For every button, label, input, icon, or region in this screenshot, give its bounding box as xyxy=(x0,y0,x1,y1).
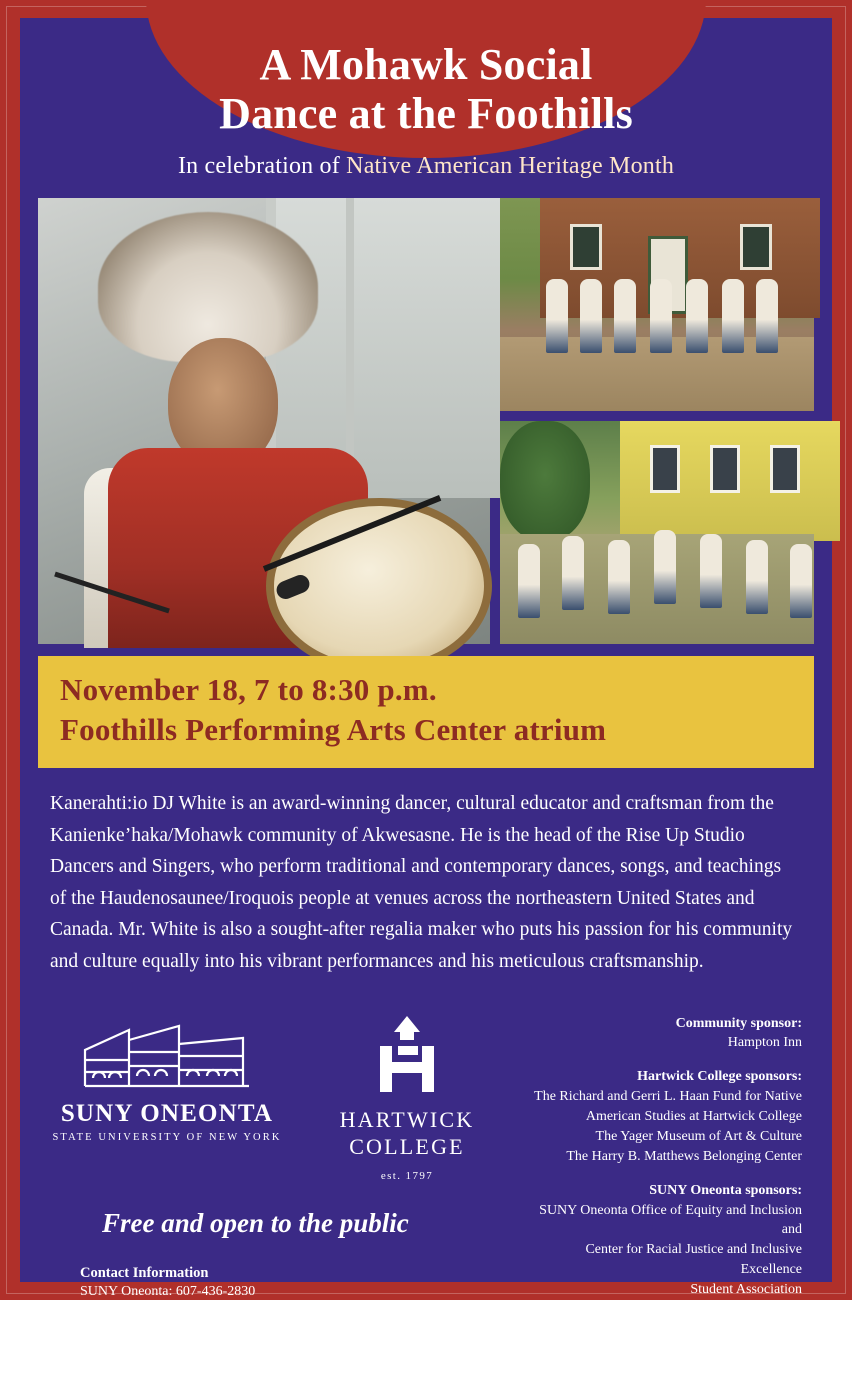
contact-info xyxy=(52,1265,522,1323)
suny-oneonta-logo xyxy=(52,1016,282,1143)
logo-row xyxy=(52,992,522,1182)
poster-inner xyxy=(20,18,832,1397)
hartwick-logo-est: est. 1797 xyxy=(380,1169,434,1182)
hartwick-sponsor-item: American Studies at Hartwick College xyxy=(585,1109,802,1125)
suny-logo-name: SUNY ONEONTA xyxy=(60,1099,274,1127)
suny-sponsor-item: Center for Racial Justice and Inclusive Excellence xyxy=(585,1242,802,1278)
photo-decor-window xyxy=(650,445,680,493)
suny-logo-tagline: STATE UNIVERSITY OF NEW YORK xyxy=(52,1131,282,1143)
photo-decor-person xyxy=(790,544,812,618)
hartwick-monogram-icon xyxy=(370,1016,444,1096)
hartwick-sponsor-item: The Richard and Gerri L. Haan Fund for Native xyxy=(534,1089,802,1105)
sponsors-list xyxy=(522,992,814,1397)
free-admission-note: Free and open to the public xyxy=(102,1207,409,1238)
suny-sponsor-item: Anthropology Department xyxy=(653,1361,802,1377)
photo-decor-person xyxy=(546,279,568,353)
hartwick-college-logo xyxy=(322,1016,492,1182)
photo-decor-person xyxy=(746,540,768,614)
photo-decor-window-left xyxy=(570,224,602,270)
subtitle-accent: Native American Heritage Month xyxy=(346,152,675,179)
suny-sponsor-item: Student Affairs & xyxy=(702,1301,802,1317)
suny-building-icon xyxy=(67,1016,267,1090)
title-line-2: Dance at the Foothills xyxy=(219,89,633,139)
photo-decor-tree xyxy=(500,421,590,541)
page-title xyxy=(50,40,802,139)
suny-sponsor-heading: SUNY Oneonta sponsors: xyxy=(649,1182,802,1198)
photo-drummer xyxy=(38,198,490,644)
community-sponsor-item: Hampton Inn xyxy=(727,1035,802,1051)
suny-sponsor-item: History Department xyxy=(690,1381,802,1397)
hartwick-sponsor-heading: Hartwick College sponsors: xyxy=(637,1069,802,1085)
photo-dance-circle xyxy=(500,421,814,644)
poster-footer xyxy=(20,992,832,1397)
photo-gallery xyxy=(38,198,814,644)
hartwick-sponsor-item: The Harry B. Matthews Belonging Center xyxy=(566,1148,802,1164)
contact-line-suny: SUNY Oneonta: 607-436-2830 xyxy=(80,1283,256,1299)
photo-decor-person xyxy=(614,279,636,353)
contact-heading: Contact Information xyxy=(80,1264,209,1281)
suny-sponsor-item: Student Association xyxy=(690,1282,802,1298)
photo-decor-person xyxy=(756,279,778,353)
hartwick-sponsor-item: The Yager Museum of Art & Culture xyxy=(595,1128,802,1144)
suny-sponsor-item: Capek Family Fund for Inclusive Excellence xyxy=(551,1341,802,1357)
photo-decor-person xyxy=(608,540,630,614)
photo-decor-window-right xyxy=(740,224,772,270)
photo-group-portrait xyxy=(500,198,814,411)
poster-header xyxy=(20,18,832,194)
photo-decor-person xyxy=(650,279,672,353)
photo-decor-person xyxy=(722,279,744,353)
photo-decor-window xyxy=(770,445,800,493)
hartwick-logo-name xyxy=(322,1106,492,1161)
photo-decor-person xyxy=(518,544,540,618)
hartwick-logo-name-line2: COLLEGE xyxy=(349,1134,465,1160)
contact-line-hartwick: Hartwick College: 607-431-4481 xyxy=(80,1303,266,1319)
logo-area xyxy=(52,992,522,1319)
title-line-1: A Mohawk Social xyxy=(259,40,593,89)
suny-sponsor-item: OAS Campus Enhancement Endowment xyxy=(573,1321,802,1337)
photo-decor-window xyxy=(710,445,740,493)
suny-sponsor-item: SUNY Oneonta Office of Equity and Inclusion and xyxy=(539,1202,802,1238)
photo-decor-person xyxy=(562,536,584,610)
photo-decor-person xyxy=(686,279,708,353)
photo-decor-person xyxy=(580,279,602,353)
event-venue: Foothills Performing Arts Center atrium xyxy=(60,711,607,747)
photo-decor-person xyxy=(700,534,722,608)
event-date: November 18, 7 to 8:30 p.m. xyxy=(60,671,437,707)
photo-decor-person xyxy=(654,530,676,604)
hartwick-logo-name-line1: HARTWICK xyxy=(339,1106,475,1132)
subtitle xyxy=(50,153,802,180)
community-sponsor-heading: Community sponsor: xyxy=(675,1015,802,1031)
event-details-band xyxy=(38,656,814,769)
event-description: Kanerahti:io DJ White is an award-winning dancer, cultural educator and craftsman from the Kanienke’haka/Mohawk community of Akwesasne. He is the head of the Rise Up Studio Dancers and Singers, who perform traditional and contemporary dances, songs, and teachings of the Haudenosaunee/Iroquois people at venues across the northeastern United States and Canada. Mr. White is also a sought-after regalia maker who puts his passion for his community and culture equally into his vibrant performances and his meticulous craftsmanship. xyxy=(50,793,793,973)
subtitle-prefix: In celebration of xyxy=(177,152,347,179)
photo-column xyxy=(500,198,814,644)
